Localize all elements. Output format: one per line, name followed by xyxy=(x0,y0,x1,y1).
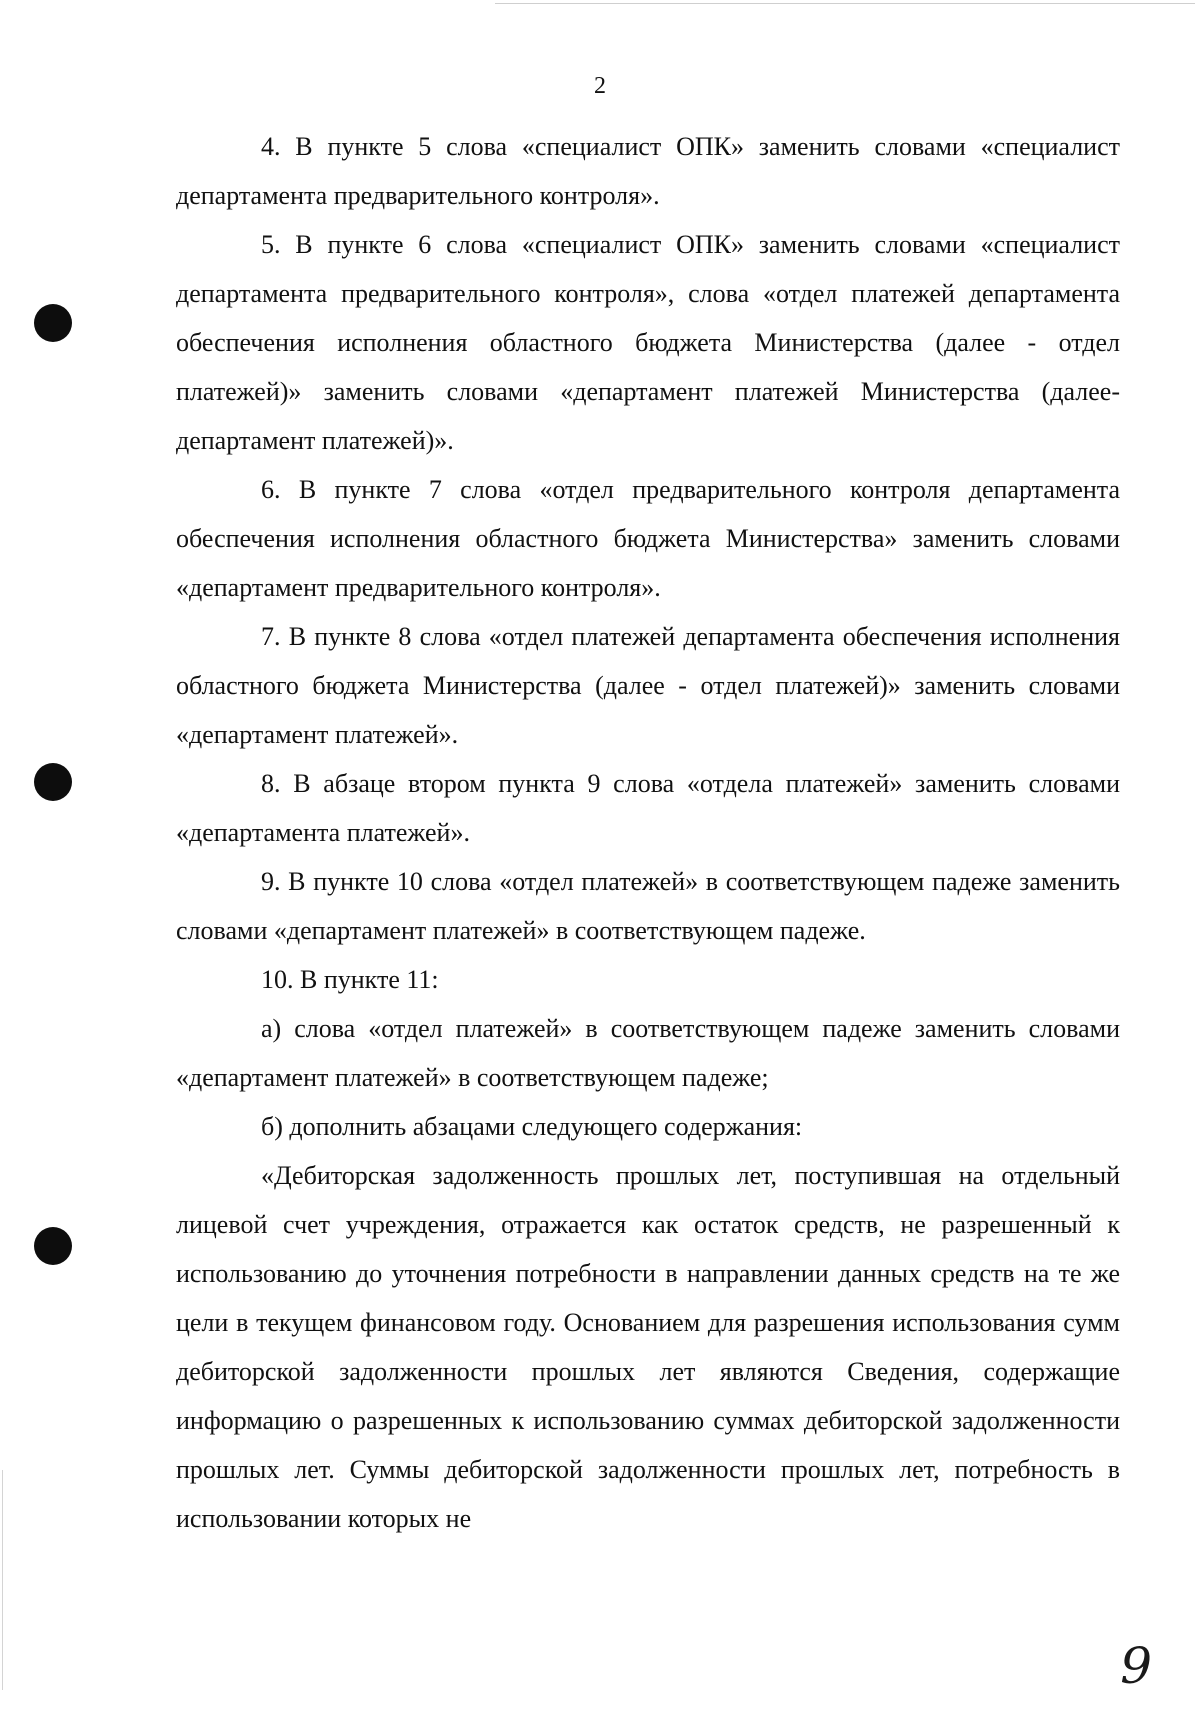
paragraph-item-5: 5. В пункте 6 слова «специалист ОПК» заменить словами «специалист департамента предварительного контроля», слова «отдел платежей департамента обеспечения исполнения областного бюджета Министерства (далее - отдел платежей)» заменить словами «департамент платежей Министерства (далее- департамент платежей)». xyxy=(176,230,1120,455)
paragraph-item-8: 8. В абзаце втором пункта 9 слова «отдела платежей» заменить словами «департамента платежей». xyxy=(176,769,1120,847)
scan-edge-line xyxy=(2,1470,3,1690)
paragraph-item-4: 4. В пункте 5 слова «специалист ОПК» заменить словами «специалист департамента предварительного контроля». xyxy=(176,132,1120,210)
paragraph-item-6: 6. В пункте 7 слова «отдел предварительного контроля департамента обеспечения исполнения областного бюджета Министерства» заменить словами «департамент предварительного контроля». xyxy=(176,475,1120,602)
page-number: 2 xyxy=(594,73,606,99)
paragraph-item-7: 7. В пункте 8 слова «отдел платежей департамента обеспечения исполнения областного бюджета Министерства (далее - отдел платежей)» заменить словами «департамент платежей». xyxy=(176,622,1120,749)
punch-hole xyxy=(34,1227,72,1265)
quoted-addition: «Дебиторская задолженность прошлых лет, поступившая на отдельный лицевой счет учреждения, отражается как остаток средств, не разрешенный к использованию до уточнения потребности в направлении данных средств на те же цели в текущем финансовом году. Основанием для разрешения использования сумм дебиторской задолженности прошлых лет являются Сведения, содержащие информацию о разрешенных к использованию суммах дебиторской задолженности прошлых лет. Суммы дебиторской задолженности прошлых лет, потребность в использовании которых не xyxy=(176,1161,1120,1533)
subparagraph-a: а) слова «отдел платежей» в соответствующем падеже заменить словами «департамент платежей» в соответствующем падеже; xyxy=(176,1014,1120,1092)
subparagraph-b: б) дополнить абзацами следующего содержания: xyxy=(261,1112,803,1141)
document-body xyxy=(176,122,1120,1543)
punch-hole xyxy=(34,304,72,342)
handwritten-page-mark: 9 xyxy=(1120,1637,1152,1695)
scan-edge-line xyxy=(495,3,1195,4)
punch-hole xyxy=(34,763,72,801)
paragraph-item-10: 10. В пункте 11: xyxy=(261,965,439,994)
paragraph-item-9: 9. В пункте 10 слова «отдел платежей» в соответствующем падеже заменить словами «департамент платежей» в соответствующем падеже. xyxy=(176,867,1120,945)
